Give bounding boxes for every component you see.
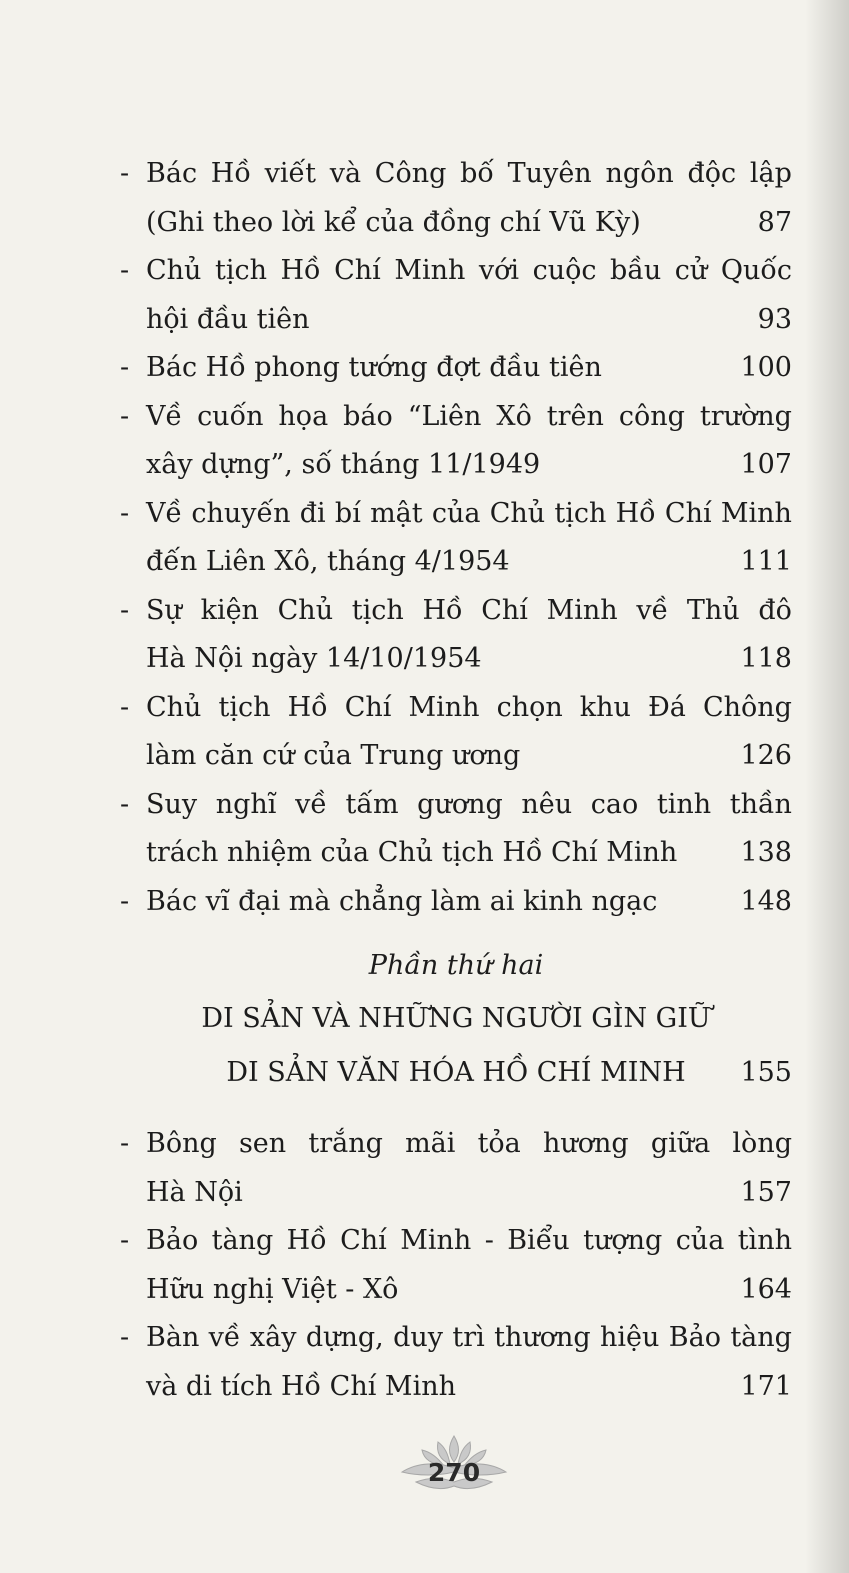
toc-entry-word: tỏa	[477, 1128, 521, 1159]
toc-entry-word: cuộc	[532, 255, 597, 286]
toc-entry-word: của	[675, 1225, 725, 1256]
toc-entry-word: Chí	[481, 594, 528, 626]
toc-entry-dash: -	[120, 352, 130, 383]
toc-entry-word: lòng	[732, 1128, 792, 1159]
toc-entry-word: Chủ	[146, 255, 202, 286]
toc-entry-word: họa	[278, 400, 329, 432]
toc-entry-word: Hồ	[615, 497, 656, 529]
toc-entry	[120, 781, 792, 878]
toc-entry	[120, 150, 792, 247]
toc-entry-line	[120, 150, 792, 199]
toc-entry-word: Bảo	[146, 1225, 199, 1256]
toc-entry-word: duy	[393, 1322, 444, 1353]
toc-entry-word: Về	[146, 400, 183, 432]
toc-entry-text: trách nhiệm của Chủ tịch Hồ Chí Minh	[146, 837, 678, 868]
toc-entry-text: xây dựng”, số tháng 11/1949	[146, 449, 541, 480]
toc-entry-word: gương	[417, 788, 503, 820]
toc-entry-dash: -	[120, 788, 130, 820]
toc-entry-line	[120, 441, 792, 490]
toc-entry-dash: -	[120, 691, 130, 723]
toc-entry-word: Hồ	[210, 158, 251, 189]
toc-entry-word: trắng	[308, 1128, 383, 1159]
toc-entry-word: Chông	[702, 691, 792, 723]
section-heading-text-1: DI SẢN VÀ NHỮNG NGƯỜI GÌN GIỮ	[201, 1003, 711, 1034]
toc-entry-text: Bác vĩ đại mà chẳng làm ai kinh ngạc	[146, 885, 658, 917]
toc-entry-word: Minh	[720, 497, 792, 529]
toc-entry-word: Biểu	[507, 1225, 570, 1256]
toc-entry-text: đến Liên Xô, tháng 4/1954	[146, 546, 510, 577]
toc-entry-word: Minh	[394, 255, 466, 286]
toc-entry-dash: -	[120, 1128, 130, 1159]
toc-entry-word: Chí	[664, 497, 712, 529]
toc-entry-word: Chủ	[489, 497, 546, 529]
toc-entry-word: báo	[343, 400, 393, 432]
toc-entry-word: Minh	[408, 691, 480, 723]
toc-entry-line	[120, 393, 792, 442]
toc-entry-text: hội đầu tiên	[146, 303, 310, 335]
toc-entry	[120, 247, 792, 344]
toc-entry-line	[120, 1169, 792, 1218]
toc-entry-word: Hồ	[286, 1225, 327, 1256]
section-title: Phần thứ hai	[368, 950, 544, 981]
toc-entry-word: về	[295, 788, 327, 820]
toc-entry-text	[146, 1217, 792, 1266]
toc-entry	[120, 1314, 792, 1411]
toc-entry-word: chuyến	[191, 497, 291, 529]
toc-entry-word: bố	[460, 158, 494, 189]
toc-entry-word: Về	[146, 497, 183, 529]
toc-entry-word: Bàn	[146, 1322, 200, 1353]
toc-entry-word: tàng	[730, 1322, 792, 1353]
toc-entry-text	[146, 1314, 792, 1363]
toc-entry-line	[120, 684, 792, 733]
toc-entry-line	[120, 296, 792, 345]
toc-entry-word: tượng	[583, 1225, 663, 1256]
toc-entry-word: Tuyên	[507, 158, 592, 189]
toc-entry-line	[120, 1363, 792, 1412]
toc-entry-word: mãi	[405, 1128, 456, 1159]
toc-entry-page: 164	[740, 1273, 792, 1305]
toc-entry	[120, 878, 792, 927]
toc-entry-page: 87	[757, 206, 792, 238]
toc-entry-word: giữa	[650, 1128, 711, 1159]
toc-entry-word: cử	[674, 255, 708, 286]
toc-entry-page: 100	[740, 352, 792, 383]
toc-entry-text	[146, 587, 792, 636]
toc-entry-word: cuốn	[197, 400, 264, 432]
toc-entry-word: xây	[249, 1322, 297, 1353]
toc-entry-text	[146, 781, 792, 830]
toc-entry-word: Hồ	[287, 691, 328, 723]
toc-entry-line	[120, 199, 792, 248]
toc-entry-word: Bảo	[668, 1322, 721, 1353]
toc-entry-line	[120, 344, 792, 393]
toc-entry-word: tinh	[656, 788, 712, 820]
toc-entry-line	[120, 1266, 792, 1315]
toc-entry-word: và	[329, 158, 362, 189]
toc-entry-word: cao	[590, 788, 639, 820]
toc-entry-page: 148	[740, 885, 792, 917]
toc-entry-page: 138	[740, 837, 792, 868]
toc-entry-word: chọn	[496, 691, 563, 723]
toc-entry-line	[120, 829, 792, 878]
toc-entry-word: Đá	[648, 691, 686, 723]
toc-entry-word: đi	[299, 497, 326, 529]
toc-entry-word: dựng,	[305, 1322, 384, 1353]
toc-entry-word: Suy	[146, 788, 198, 820]
table-of-contents	[120, 150, 792, 1411]
toc-entry-line	[120, 1314, 792, 1363]
toc-entry-text: Bác Hồ phong tướng đợt đầu tiên	[146, 352, 602, 383]
toc-entry-text: và di tích Hồ Chí Minh	[146, 1370, 456, 1402]
toc-entry	[120, 1217, 792, 1314]
toc-entry-line	[120, 587, 792, 636]
toc-entry-word: hiệu	[600, 1322, 660, 1353]
toc-entry-word: Chí	[334, 255, 381, 286]
toc-entry-text: làm căn cứ của Trung ương	[146, 740, 521, 771]
toc-entry-line	[120, 781, 792, 830]
section-heading	[120, 940, 792, 1100]
toc-entry-dash: -	[120, 158, 130, 189]
page-gutter-shadow	[805, 0, 849, 1573]
toc-entry-page: 107	[740, 449, 792, 480]
toc-entry-word: Minh	[400, 1225, 472, 1256]
toc-entry-text	[146, 247, 792, 296]
toc-entry-word: công	[618, 400, 685, 432]
toc-entry-text	[146, 490, 792, 539]
toc-entry-dash: -	[120, 497, 130, 529]
toc-entry-word: bí	[334, 497, 361, 529]
toc-entry	[120, 1120, 792, 1217]
toc-entry-word: tịch	[554, 497, 607, 529]
toc-entry-word: Sự	[146, 594, 182, 626]
toc-entry-word: Xô	[496, 400, 532, 432]
toc-part-one-entries	[120, 150, 792, 926]
toc-entry-word: của	[431, 497, 481, 529]
toc-entry-word: tình	[737, 1225, 792, 1256]
toc-entry	[120, 393, 792, 490]
section-page-number: 155	[740, 1057, 792, 1088]
toc-entry-word: nghĩ	[215, 788, 277, 820]
toc-entry-word: Quốc	[720, 255, 792, 286]
toc-part-two-entries	[120, 1120, 792, 1411]
toc-entry-word: bầu	[610, 255, 662, 286]
toc-entry-dash: -	[120, 1322, 130, 1353]
toc-entry-word: Hồ	[280, 255, 321, 286]
toc-entry-line	[120, 1120, 792, 1169]
section-heading-line-2	[120, 1046, 792, 1100]
page-number: 270	[427, 1458, 481, 1487]
toc-entry-word: thương	[494, 1322, 591, 1353]
toc-entry-line	[120, 1217, 792, 1266]
toc-entry-word: về	[208, 1322, 241, 1353]
toc-entry-word: khu	[579, 691, 631, 723]
toc-entry-dash: -	[120, 1225, 130, 1256]
toc-entry-word: tịch	[218, 691, 271, 723]
toc-entry	[120, 587, 792, 684]
toc-entry-page: 126	[740, 740, 792, 771]
toc-entry-word: tấm	[345, 788, 399, 820]
toc-entry-word: Minh	[546, 594, 618, 626]
toc-entry-dash: -	[120, 400, 130, 432]
toc-entry-word: đô	[758, 594, 792, 626]
toc-entry	[120, 684, 792, 781]
toc-entry-text: Hà Nội ngày 14/10/1954	[146, 643, 482, 674]
toc-entry-word: độc	[687, 158, 737, 189]
toc-entry-word: thần	[729, 788, 792, 820]
toc-entry-dash: -	[120, 255, 130, 286]
toc-entry-word: mật	[370, 497, 423, 529]
toc-entry-line	[120, 635, 792, 684]
toc-entry-page: 157	[740, 1176, 792, 1208]
section-heading-text-2: DI SẢN VĂN HÓA HỒ CHÍ MINH	[226, 1057, 686, 1088]
toc-entry-page: 93	[757, 303, 792, 335]
section-heading-line-1	[120, 992, 792, 1046]
toc-entry-text	[146, 684, 792, 733]
toc-entry-page: 111	[740, 546, 792, 577]
toc-entry-word: lập	[749, 158, 792, 189]
toc-entry-text	[146, 393, 792, 442]
toc-entry-word: Hồ	[422, 594, 463, 626]
toc-entry-word: Bông	[146, 1128, 217, 1159]
toc-entry-word: -	[484, 1225, 494, 1256]
toc-entry-word: hương	[542, 1128, 629, 1159]
toc-entry-word: Công	[374, 158, 447, 189]
toc-entry-dash: -	[120, 594, 130, 626]
toc-entry-word: Chủ	[146, 691, 202, 723]
toc-entry-line	[120, 490, 792, 539]
toc-entry-page: 171	[740, 1370, 792, 1402]
toc-entry-word: Thủ	[686, 594, 740, 626]
toc-entry-text	[146, 1120, 792, 1169]
toc-entry-word: tịch	[351, 594, 404, 626]
toc-entry-dash: -	[120, 885, 130, 917]
toc-entry-word: Chủ	[277, 594, 334, 626]
toc-entry-word: nêu	[521, 788, 573, 820]
toc-entry-page: 118	[740, 643, 792, 674]
toc-entry-word: ngôn	[605, 158, 674, 189]
toc-entry-word: trên	[546, 400, 604, 432]
toc-entry-word: kiện	[200, 594, 259, 626]
toc-entry-word: Chí	[340, 1225, 387, 1256]
toc-entry-line	[120, 247, 792, 296]
toc-entry-line	[120, 878, 792, 927]
toc-entry-text	[146, 150, 792, 199]
toc-entry-line	[120, 538, 792, 587]
toc-entry-word: Bác	[146, 158, 198, 189]
toc-entry-word: Chí	[344, 691, 392, 723]
toc-entry-word: về	[636, 594, 669, 626]
toc-entry-word: sen	[238, 1128, 287, 1159]
toc-entry-word: “Liên	[407, 400, 482, 432]
toc-entry-line	[120, 732, 792, 781]
toc-entry-word: trì	[452, 1322, 485, 1353]
toc-entry-text: (Ghi theo lời kể của đồng chí Vũ Kỳ)	[146, 206, 641, 238]
toc-entry	[120, 344, 792, 393]
toc-entry-word: tàng	[211, 1225, 274, 1256]
toc-entry-text: Hữu nghị Việt - Xô	[146, 1273, 399, 1305]
toc-entry-word: trường	[699, 400, 792, 432]
toc-entry-word: với	[478, 255, 520, 286]
toc-entry-word: viết	[264, 158, 316, 189]
toc-entry	[120, 490, 792, 587]
toc-entry-text: Hà Nội	[146, 1176, 243, 1208]
toc-entry-word: tịch	[214, 255, 267, 286]
